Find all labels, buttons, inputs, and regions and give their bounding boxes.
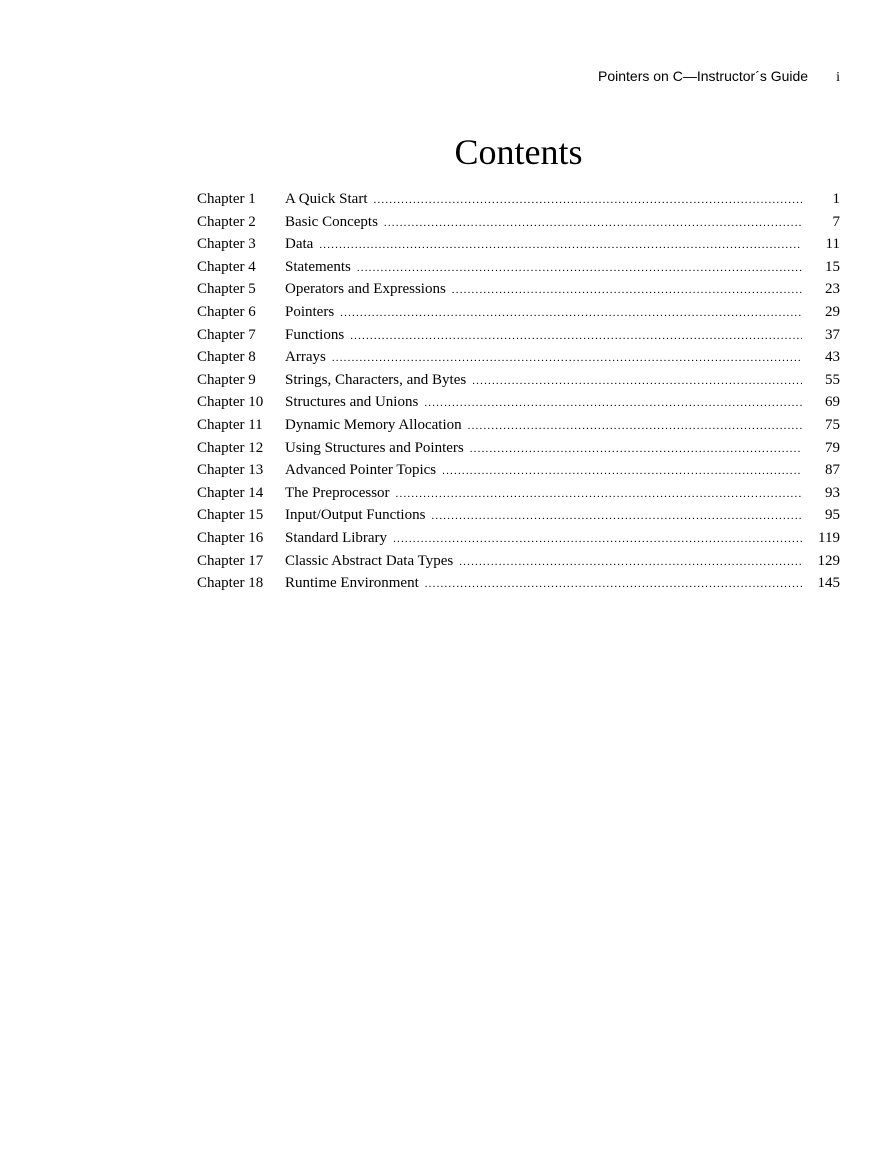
toc-page-number: 23 [825,281,840,298]
toc-chapter-title: Arrays [285,349,326,366]
running-title: Pointers on C—Instructor´s Guide [598,68,809,84]
toc-chapter-title: Statements [285,258,351,275]
toc-chapter-label: Chapter 9 [197,371,256,388]
toc-entry[interactable] [197,301,840,324]
toc-page-number: 129 [817,552,840,569]
table-of-contents [197,188,840,595]
toc-chapter-label: Chapter 5 [197,281,256,298]
toc-dot-leader [431,505,802,528]
toc-chapter-title: Pointers [285,303,335,320]
toc-chapter-label: Chapter 2 [197,213,256,230]
toc-entry[interactable] [197,459,840,482]
toc-chapter-title: Input/Output Functions [285,507,426,524]
toc-page-number: 7 [832,213,840,230]
toc-page-number: 43 [825,349,840,366]
toc-dot-leader [340,302,802,325]
toc-page-number: 1 [832,191,840,207]
toc-page-number: 95 [825,507,840,524]
toc-entry[interactable] [197,346,840,369]
toc-chapter-title: Standard Library [285,529,388,546]
toc-dot-leader [384,212,802,235]
toc-chapter-label: Chapter 7 [197,326,256,343]
toc-dot-leader [472,370,802,393]
toc-dot-leader [396,483,802,506]
toc-page-number: 119 [818,529,840,546]
toc-dot-leader [424,392,802,415]
toc-chapter-title: Classic Abstract Data Types [285,552,454,569]
toc-chapter-title: Basic Concepts [285,213,378,230]
toc-dot-leader [350,325,802,348]
toc-page-number: 37 [825,326,840,343]
toc-chapter-title: Dynamic Memory Allocation [285,416,462,433]
toc-chapter-title: Data [285,236,314,253]
toc-entry[interactable] [197,369,840,392]
toc-dot-leader [470,438,802,461]
toc-chapter-label: Chapter 4 [197,258,256,275]
toc-chapter-label: Chapter 13 [197,462,264,479]
toc-page-number: 87 [825,462,840,479]
toc-dot-leader [332,347,802,370]
toc-page-number: 55 [825,371,840,388]
toc-entry[interactable] [197,211,840,234]
toc-chapter-label: Chapter 15 [197,507,264,524]
toc-dot-leader [468,415,802,438]
toc-entry[interactable] [197,437,840,460]
toc-chapter-label: Chapter 18 [197,575,264,592]
toc-chapter-title: A Quick Start [285,191,368,207]
toc-entry[interactable] [197,391,840,414]
toc-entry[interactable] [197,550,840,573]
page-title: Contents [454,132,583,172]
toc-page-number: 11 [825,236,840,253]
toc-page-number: 69 [825,394,840,411]
toc-page-number: 79 [825,439,840,456]
page-number: i [836,70,840,85]
toc-page-number: 29 [825,303,840,320]
toc-dot-leader [459,551,802,574]
toc-dot-leader [319,234,802,257]
toc-chapter-title: Strings, Characters, and Bytes [285,371,467,388]
toc-chapter-label: Chapter 11 [197,416,263,433]
toc-dot-leader [393,528,802,551]
toc-page-number: 75 [825,416,840,433]
toc-chapter-label: Chapter 10 [197,394,264,411]
toc-entry[interactable] [197,188,840,211]
toc-dot-leader [442,460,802,483]
toc-entry[interactable] [197,414,840,437]
toc-entry[interactable] [197,233,840,256]
toc-entry[interactable] [197,324,840,347]
toc-chapter-label: Chapter 3 [197,236,256,253]
toc-dot-leader [374,189,803,212]
toc-chapter-label: Chapter 1 [197,191,256,207]
toc-entry[interactable] [197,278,840,301]
toc-entry[interactable] [197,504,840,527]
toc-chapter-title: Structures and Unions [285,394,419,411]
running-header [598,68,840,86]
toc-entry[interactable] [197,256,840,279]
toc-entry[interactable] [197,527,840,550]
toc-chapter-title: Advanced Pointer Topics [285,462,437,479]
toc-chapter-label: Chapter 8 [197,349,256,366]
toc-chapter-label: Chapter 17 [197,552,264,569]
toc-chapter-label: Chapter 14 [197,484,264,501]
toc-entry[interactable] [197,572,840,595]
toc-chapter-label: Chapter 16 [197,529,264,546]
toc-dot-leader [357,257,802,280]
toc-chapter-title: Using Structures and Pointers [285,439,464,456]
toc-chapter-title: The Preprocessor [285,484,390,501]
toc-chapter-title: Operators and Expressions [285,281,446,298]
toc-chapter-title: Functions [285,326,345,343]
toc-chapter-title: Runtime Environment [285,575,419,592]
toc-page-number: 145 [817,575,840,592]
toc-dot-leader [452,279,802,302]
toc-entry[interactable] [197,482,840,505]
toc-page-number: 15 [825,258,840,275]
toc-dot-leader [425,573,802,596]
toc-page-number: 93 [825,484,840,501]
toc-chapter-label: Chapter 6 [197,303,256,320]
toc-chapter-label: Chapter 12 [197,439,264,456]
